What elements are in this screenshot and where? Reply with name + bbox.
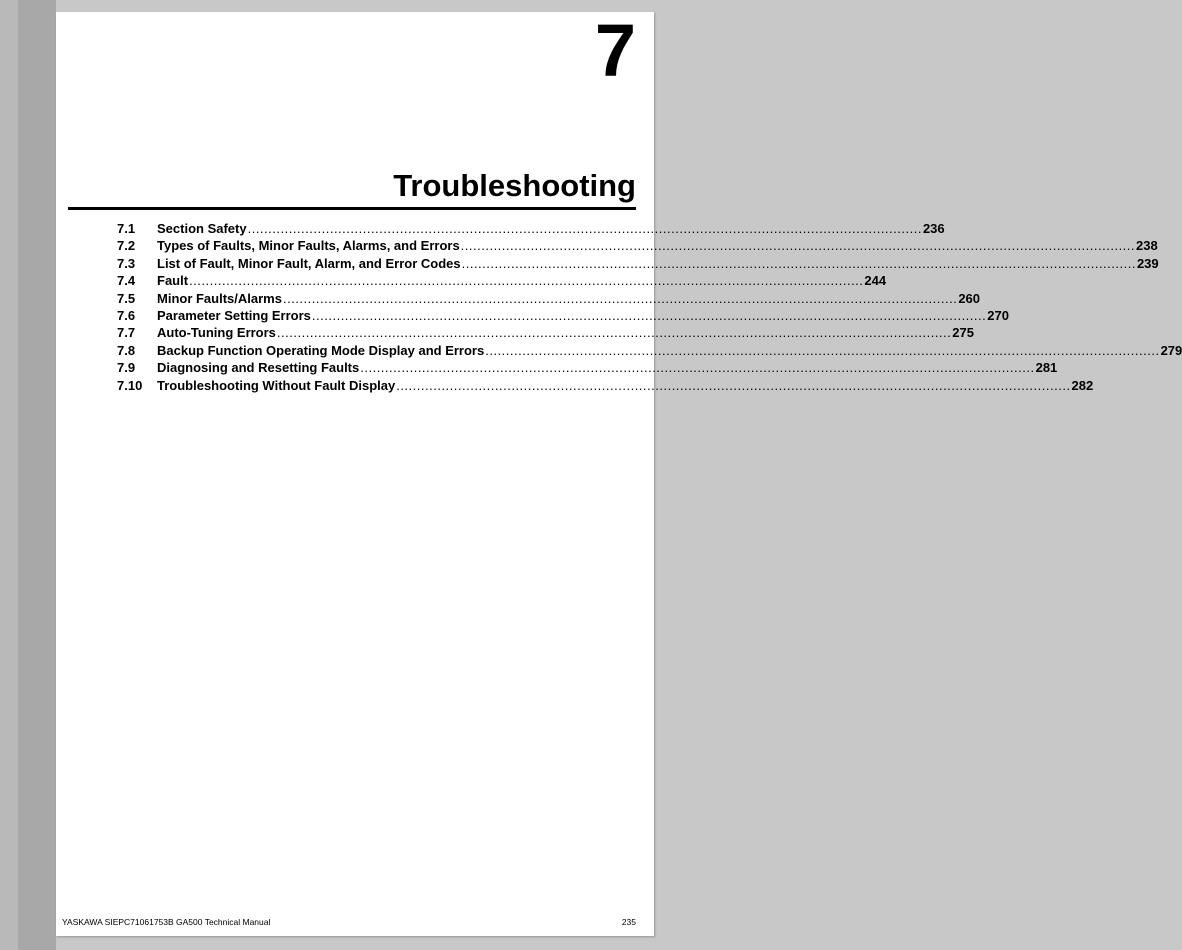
- toc-leader: ....................................................................................................................................................................: [360, 360, 1035, 376]
- toc-number: 7.9: [117, 360, 136, 376]
- toc-page: 236: [922, 221, 945, 236]
- chapter-number: 7: [594, 9, 636, 92]
- toc-page: 275: [952, 325, 974, 341]
- toc-number: 7.5: [117, 290, 136, 306]
- toc-leader: ....................................................................................................................................................................: [189, 273, 864, 289]
- toc-title: Fault: [157, 273, 189, 289]
- toc-number: 7.7: [117, 325, 136, 341]
- toc-entry-7-8[interactable]: [117, 342, 1182, 360]
- toc-number: 7.3: [117, 255, 136, 271]
- toc-title: List of Fault, Minor Fault, Alarm, and Error Codes: [157, 255, 461, 271]
- document-page: [56, 9, 1182, 936]
- toc-title: Backup Function Operating Mode Display and Errors: [157, 342, 485, 358]
- toc-leader: ....................................................................................................................................................................: [460, 238, 1136, 254]
- toc-leader: ....................................................................................................................................................................: [485, 342, 1160, 358]
- viewer-gutter: [18, 0, 56, 950]
- toc-entry-7-6[interactable]: [117, 307, 1009, 325]
- toc-entry-7-9[interactable]: [117, 360, 1058, 377]
- footer-page-number: 235: [621, 917, 636, 927]
- toc-page: 260: [958, 290, 981, 306]
- toc-entry-7-2[interactable]: [117, 238, 1158, 255]
- toc-title: Auto-Tuning Errors: [157, 325, 276, 341]
- toc-leader: ....................................................................................................................................................................: [396, 377, 1071, 393]
- toc-title: Minor Faults/Alarms: [157, 290, 282, 306]
- toc-entry-7-1[interactable]: [117, 221, 945, 238]
- toc-entry-7-7[interactable]: [117, 325, 974, 342]
- toc-page: 239: [1136, 255, 1159, 271]
- footer-manual-title: YASKAWA SIEPC71061753B GA500 Technical Manual: [62, 917, 271, 927]
- toc-page: 282: [1071, 377, 1094, 393]
- toc-number: 7.1: [117, 221, 136, 236]
- viewer-background: [0, 0, 18, 950]
- toc-leader: ....................................................................................................................................................................: [461, 255, 1136, 271]
- toc-number: 7.8: [117, 342, 136, 358]
- toc-page: 244: [864, 273, 887, 289]
- toc-number: 7.2: [117, 238, 136, 254]
- toc-page: 281: [1035, 360, 1058, 376]
- toc-entry-7-5[interactable]: [117, 290, 981, 308]
- toc-number: 7.10: [117, 377, 143, 393]
- toc-entry-7-4[interactable]: [117, 273, 887, 290]
- toc-number: 7.6: [117, 307, 136, 323]
- toc-number: 7.4: [117, 273, 136, 289]
- title-divider: [68, 207, 636, 210]
- toc-title: Types of Faults, Minor Faults, Alarms, and Errors: [157, 238, 460, 254]
- table-of-contents: [117, 221, 1182, 395]
- toc-page: 270: [987, 307, 1009, 323]
- toc-entry-7-10[interactable]: [117, 377, 1094, 395]
- toc-leader: ....................................................................................................................................................................: [311, 307, 987, 323]
- toc-page: 279: [1160, 342, 1182, 358]
- toc-leader: ....................................................................................................................................................................: [247, 221, 922, 236]
- toc-title: Parameter Setting Errors: [157, 307, 311, 323]
- toc-title: Troubleshooting Without Fault Display: [157, 377, 396, 393]
- toc-leader: ....................................................................................................................................................................: [276, 325, 952, 341]
- toc-page: 238: [1136, 238, 1158, 254]
- toc-entry-7-3[interactable]: [117, 255, 1159, 273]
- toc-title: Diagnosing and Resetting Faults: [157, 360, 360, 376]
- toc-title: Section Safety: [157, 221, 247, 236]
- toc-leader: ....................................................................................................................................................................: [282, 290, 958, 306]
- chapter-title: Troubleshooting: [393, 168, 636, 203]
